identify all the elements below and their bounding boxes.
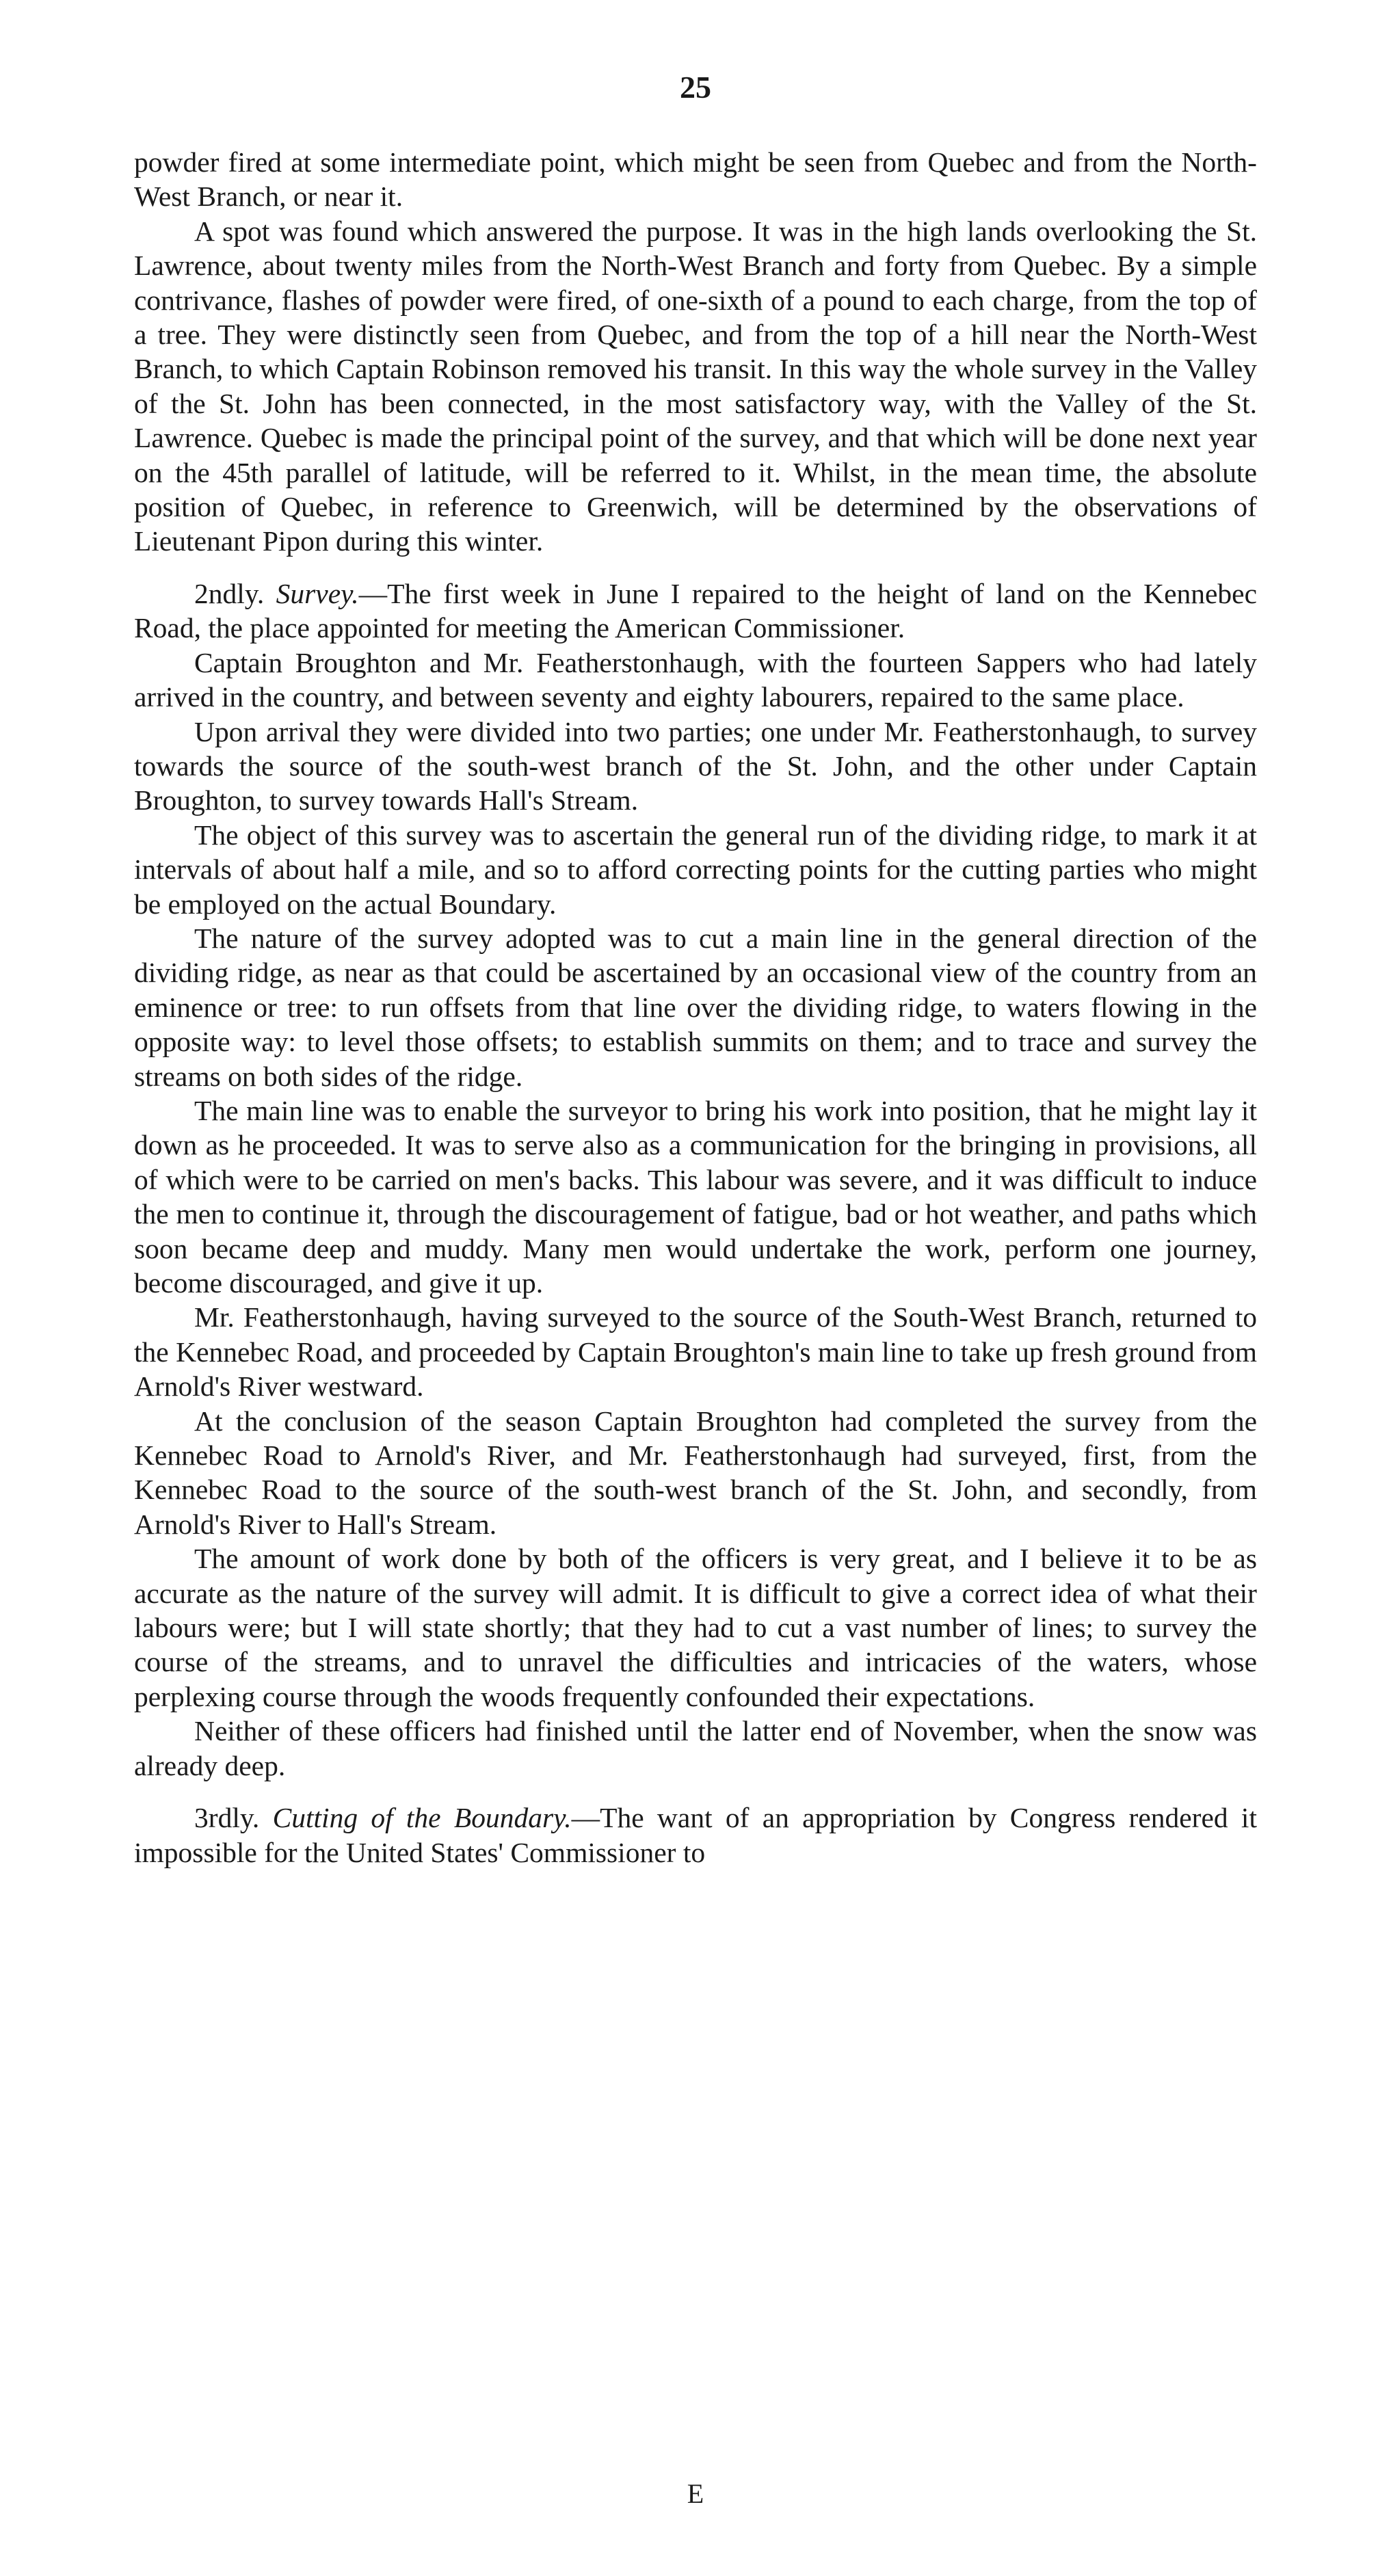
paragraph: The amount of work done by both of the officers is very great, and I believe it to be as accurate as the nature of the survey will admit. It is difficult to give a correct idea of what their labours were; but I will state shortly; that they had to cut a vast number of lines; to survey the course of the streams, and to unravel the difficulties and intricacies of the waters, whose perplexing course through the woods frequently confounded their expectations. <box>134 1543 1257 1712</box>
section-ordinal: 3rdly. <box>194 1802 260 1834</box>
paragraph: Upon arrival they were divided into two parties; one under Mr. Featherstonhaugh, to survey towards the source of the south-west branch of the St. John, and the other under Captain Broughton, to survey towards Hall's Stream. <box>134 715 1257 816</box>
section-paragraph-survey <box>134 576 1257 646</box>
body-text <box>134 145 1257 1870</box>
paragraph: Neither of these officers had finished until the latter end of November, when the snow was already deep. <box>134 1715 1257 1781</box>
paragraph: At the conclusion of the season Captain Broughton had completed the survey from the Kennebec Road to Arnold's River, and Mr. Featherstonhaugh had surveyed, first, from the Kennebec Road to the source of the south-west branch of the St. John, and secondly, from Arnold's River to Hall's Stream. <box>134 1405 1257 1540</box>
paragraph: The object of this survey was to ascertain the general run of the dividing ridge, to mark it at intervals of about half a mile, and so to afford correcting points for the cutting parties who might be employed on the actual Boundary. <box>134 819 1257 920</box>
paragraph-text: —The want of an appropriation by Congress rendered it impossible for the United States' Commissioner to <box>134 1802 1257 1868</box>
paragraph: Captain Broughton and Mr. Featherstonhaugh, with the fourteen Sappers who had lately arrived in the country, and between seventy and eighty labourers, repaired to the same place. <box>134 646 1257 713</box>
section-heading-survey: Survey. <box>276 577 359 609</box>
section-paragraph-cutting <box>134 1801 1257 1870</box>
paragraph: The nature of the survey adopted was to cut a main line in the general direction of the dividing ridge, as near as that could be ascertained by an occasional view of the country from an eminence or tree: to run offsets from that line over the dividing ridge, to waters flowing in the opposite way: to level those offsets; to establish summits on them; and to trace and survey the streams on both sides of the ridge. <box>134 922 1257 1092</box>
paragraph: A spot was found which answered the purpose. It was in the high lands overlooking the St. Lawrence, about twenty miles from the North-West Branch and forty from Quebec. By a simple contrivance, flashes of powder were fired, of one-sixth of a pound to each charge, from the top of a tree. They were distinctly seen from Quebec, and from the top of a hill near the North-West Branch, to which Captain Robinson removed his transit. In this way the whole survey in the Valley of the St. John has been connected, in the most satisfactory way, with the Valley of the St. Lawrence. Quebec is made the principal point of the survey, and that which will be done next year on the 45th parallel of latitude, will be referred to it. Whilst, in the mean time, the absolute position of Quebec, in reference to Greenwich, will be determined by the observations of Lieutenant Pipon during this winter. <box>134 215 1257 557</box>
signature-mark: E <box>687 2478 704 2509</box>
paragraph-text: —The first week in June I repaired to the height of land on the Kennebec Road, the place appointed for meeting the American Commissioner. <box>134 577 1258 644</box>
paragraph: The main line was to enable the surveyor to bring his work into position, that he might lay it down as he proceeded. It was to serve also as a communication for the bringing in provisions, all of which were to be carried on men's backs. This labour was severe, and it was difficult to induce the men to continue it, through the discouragement of fatigue, bad or hot weather, and paths which soon became deep and muddy. Many men would undertake the work, perform one journey, become discouraged, and give it up. <box>134 1094 1257 1299</box>
paragraph: powder fired at some intermediate point, which might be seen from Quebec and from the North-West Branch, or near it. <box>134 146 1257 213</box>
section-heading-cutting: Cutting of the Boundary. <box>272 1802 572 1834</box>
page-number: 25 <box>680 70 711 105</box>
document-page <box>134 0 1257 2576</box>
section-ordinal: 2ndly. <box>194 577 265 609</box>
paragraph: Mr. Featherstonhaugh, having surveyed to the source of the South-West Branch, returned to the Kennebec Road, and proceeded by Captain Broughton's main line to take up fresh ground from Arnold's River westward. <box>134 1301 1257 1403</box>
